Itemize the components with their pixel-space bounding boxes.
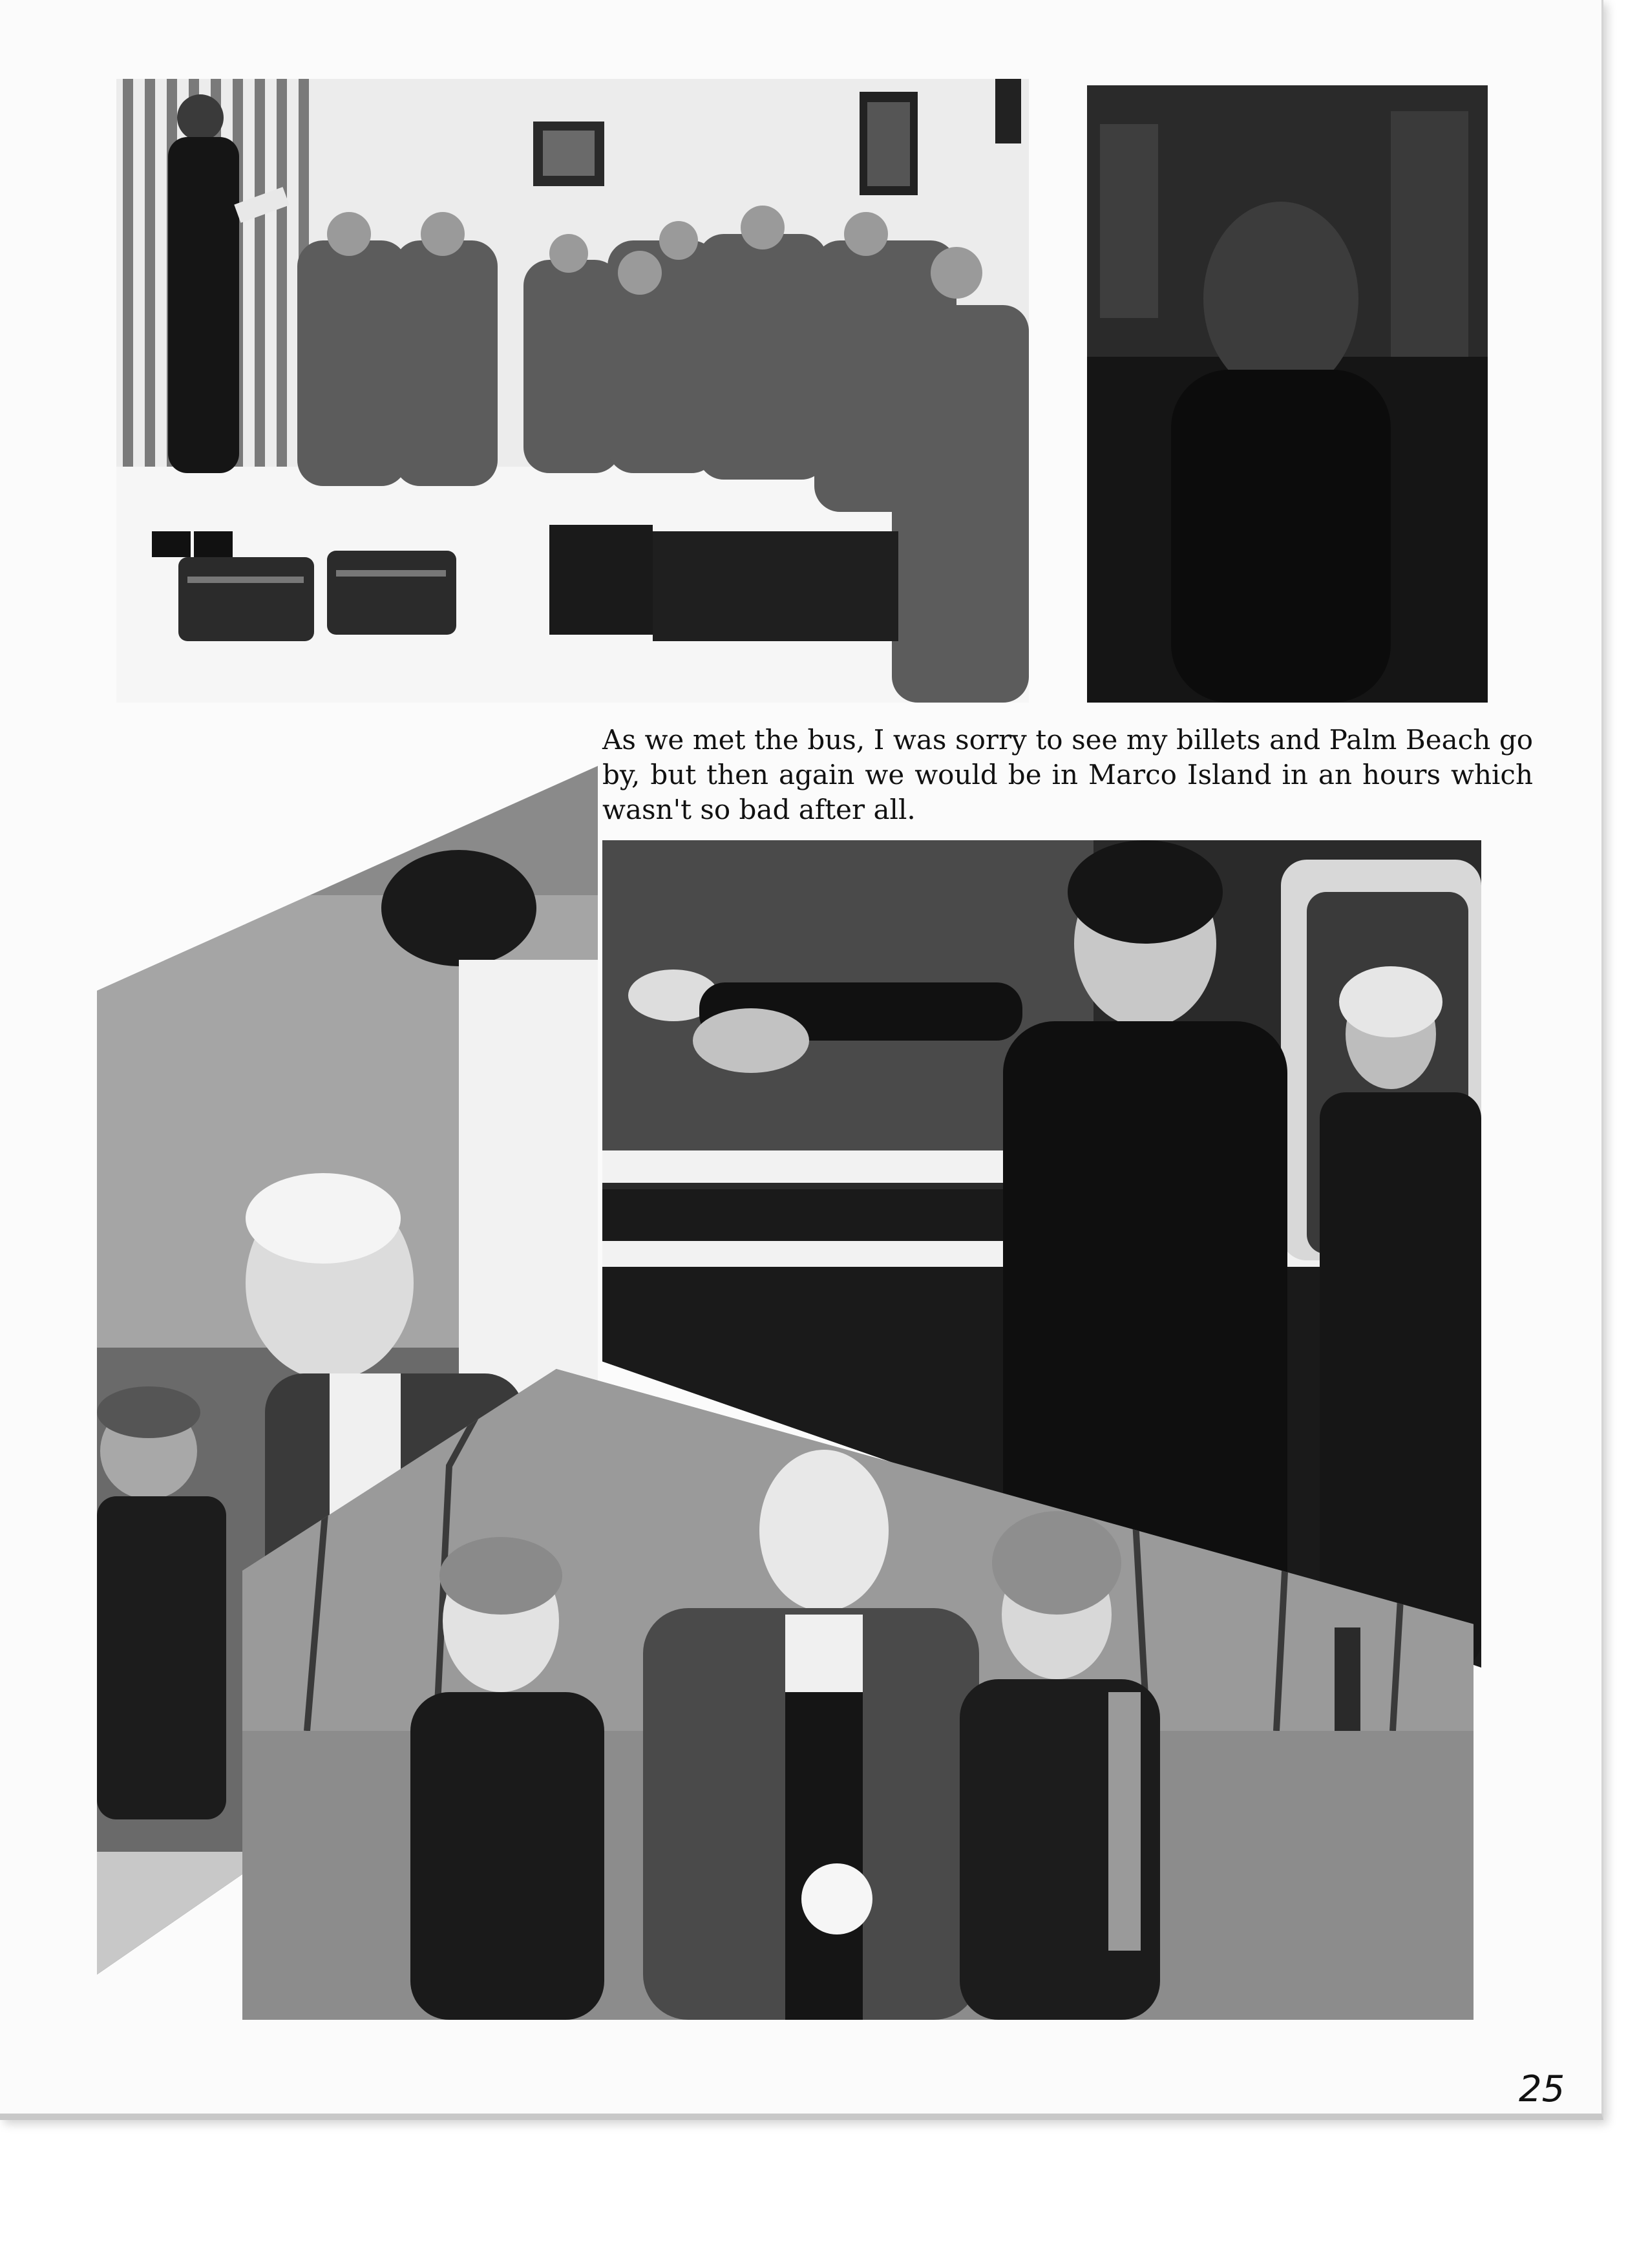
photo-portrait-dark-icon bbox=[1087, 85, 1488, 703]
photo-boy-dark-portrait bbox=[1087, 85, 1488, 703]
photo-choir-waiting-room bbox=[116, 79, 1029, 703]
page-number: 25 bbox=[1519, 2068, 1565, 2110]
photo-group-seated-room-icon bbox=[116, 79, 1029, 703]
photo-caption: As we met the bus, I was sorry to see my billets and Palm Beach go by, but then again we would be in Marco Island in an hours which wasn't so bad after all. bbox=[602, 724, 1533, 825]
